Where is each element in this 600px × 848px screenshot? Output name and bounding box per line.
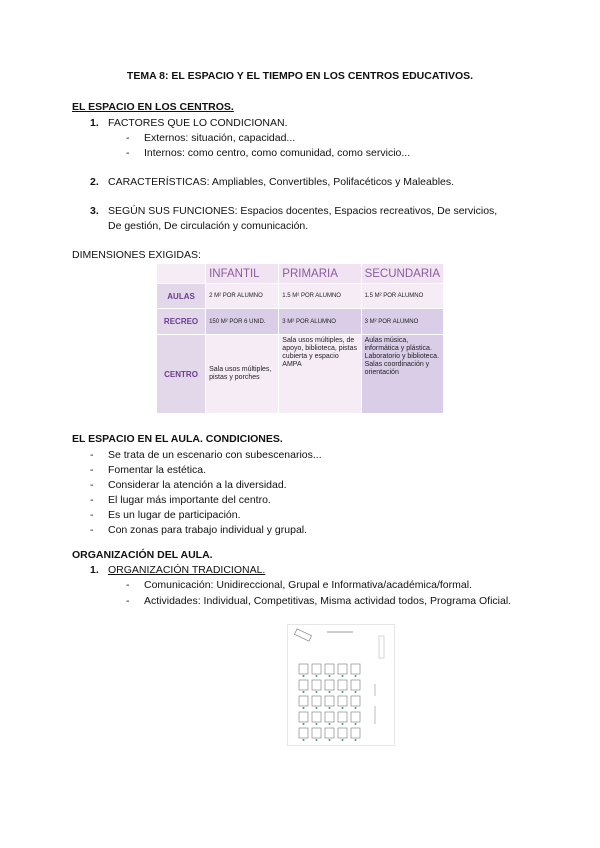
student-seat [342, 739, 344, 741]
dash: - [126, 132, 130, 144]
list-item [90, 493, 322, 508]
desk [325, 712, 334, 722]
desk [299, 712, 308, 722]
table-header-row [157, 264, 444, 284]
student-seat [316, 723, 318, 725]
list-item [90, 564, 265, 576]
desk [299, 696, 308, 706]
table-header: PRIMARIA [279, 264, 361, 284]
student-seat [355, 691, 357, 693]
dash: - [90, 449, 94, 461]
page-title: TEMA 8: EL ESPACIO Y EL TIEMPO EN LOS CENTROS EDUCATIVOS. [126, 70, 474, 82]
desk [325, 664, 334, 674]
student-seat [303, 707, 305, 709]
list-item [90, 176, 454, 188]
dash: - [126, 595, 130, 607]
list-item [90, 117, 288, 129]
list-text: CARACTERÍSTICAS: Ampliables, Convertibles, Polifacéticos y Maleables. [108, 176, 455, 188]
sub-list-item [126, 594, 526, 609]
table-cell: Aulas música, informática y plástica. Laboratorio y biblioteca. Salas coordinación y orientación [361, 335, 443, 414]
dash: - [90, 524, 94, 536]
list-number: 2. [90, 176, 99, 188]
list-text: Es un lugar de participación. [108, 509, 241, 521]
dimensions-table [156, 263, 444, 414]
section-heading-espacio-aula: EL ESPACIO EN EL AULA. CONDICIONES. [72, 433, 283, 445]
list-text: FACTORES QUE LO CONDICIONAN. [108, 117, 288, 129]
student-seat [329, 691, 331, 693]
student-seat [316, 675, 318, 677]
list-text: SEGÚN SUS FUNCIONES: Espacios docentes, Espacios recreativos, De servicios, [108, 205, 498, 217]
dash: - [90, 494, 94, 506]
table-cell: 3 M² POR ALUMNO [361, 309, 443, 335]
list-text: El lugar más importante del centro. [108, 494, 271, 506]
student-seat [316, 739, 318, 741]
section-heading-espacio-centros: EL ESPACIO EN LOS CENTROS. [72, 101, 234, 113]
student-seat [303, 675, 305, 677]
desk [351, 728, 360, 738]
row-header: AULAS [157, 284, 206, 309]
desk [325, 728, 334, 738]
table-row [157, 335, 444, 414]
desk [338, 712, 347, 722]
desk [312, 728, 321, 738]
desk [338, 696, 347, 706]
sub-list-item [126, 579, 472, 591]
desk [299, 728, 308, 738]
student-seat [342, 723, 344, 725]
list-text: Fomentar la estética. [108, 464, 207, 476]
traditional-classroom-plan [287, 624, 395, 746]
list-item [90, 463, 322, 478]
list-text: Se trata de un escenario con subescenarios... [108, 449, 322, 461]
list-item [90, 448, 322, 463]
desk [351, 680, 360, 690]
list-item [90, 478, 322, 493]
student-seat [329, 675, 331, 677]
dash: - [90, 464, 94, 476]
dash: - [126, 147, 130, 159]
desk [338, 664, 347, 674]
list-number: 1. [90, 564, 99, 576]
row-header: CENTRO [157, 335, 206, 414]
table-cell: 150 M² POR 6 UNID. [206, 309, 279, 335]
table-cell: Sala usos múltiples, pistas y porches [206, 335, 279, 414]
table-cell: Sala usos múltiples, de apoyo, biblioteca, pistas cubierta y espacio AMPA [279, 335, 361, 414]
student-seat [329, 739, 331, 741]
list-text: Con zonas para trabajo individual y grupal. [108, 524, 308, 536]
student-seat [303, 691, 305, 693]
table-cell: 1.5 M² POR ALUMNO [279, 284, 361, 309]
desk [338, 680, 347, 690]
list-item [90, 523, 322, 538]
dash: - [90, 479, 94, 491]
desk [351, 712, 360, 722]
desk [312, 664, 321, 674]
row-header: RECREO [157, 309, 206, 335]
table-header: SECUNDARIA [361, 264, 443, 284]
desk [325, 696, 334, 706]
student-seat [316, 707, 318, 709]
desk [299, 664, 308, 674]
student-seat [303, 723, 305, 725]
sub-list-item [126, 147, 410, 159]
desk [312, 680, 321, 690]
student-seat [355, 675, 357, 677]
table-cell: 3 M² POR ALUMNO [279, 309, 361, 335]
sub-list-text: Comunicación: Unidireccional, Grupal e Informativa/académica/formal. [144, 579, 472, 591]
table-header: INFANTIL [206, 264, 279, 284]
student-seat [329, 707, 331, 709]
desk [351, 664, 360, 674]
sub-list-item [126, 132, 295, 144]
table-cell: 2 M² POR ALUMNO [206, 284, 279, 309]
student-seat [316, 691, 318, 693]
conditions-list [90, 448, 322, 538]
dash: - [90, 509, 94, 521]
list-item [90, 508, 322, 523]
list-number: 3. [90, 205, 99, 217]
list-text-continuation: De gestión, De circulación y comunicación. [108, 220, 309, 232]
desk [338, 728, 347, 738]
student-seat [303, 739, 305, 741]
subheading-tradicional: ORGANIZACIÓN TRADICIONAL. [108, 564, 266, 576]
desk [325, 680, 334, 690]
table-row [157, 309, 444, 335]
sub-list-text: Actividades: Individual, Competitivas, Misma actividad todos, Programa Oficial. [144, 595, 512, 607]
student-seat [342, 707, 344, 709]
table-corner [157, 264, 206, 284]
desk [299, 680, 308, 690]
student-seat [355, 739, 357, 741]
student-seat [329, 723, 331, 725]
sub-list-text: Internos: como centro, como comunidad, como servicio... [144, 147, 411, 159]
dimensions-label: DIMENSIONES EXIGIDAS: [72, 249, 201, 261]
list-number: 1. [90, 117, 99, 129]
list-item [90, 205, 497, 217]
desk [312, 696, 321, 706]
section-heading-organizacion-aula: ORGANIZACIÓN DEL AULA. [72, 549, 213, 561]
student-seat [342, 675, 344, 677]
student-seat [355, 723, 357, 725]
list-text: Considerar la atención a la diversidad. [108, 479, 287, 491]
table-row [157, 284, 444, 309]
sub-list-text: Externos: situación, capacidad... [144, 132, 296, 144]
dash: - [126, 579, 130, 591]
desk [351, 696, 360, 706]
table-cell: 1.5 M² POR ALUMNO [361, 284, 443, 309]
desk [312, 712, 321, 722]
student-seat [355, 707, 357, 709]
student-seat [342, 691, 344, 693]
